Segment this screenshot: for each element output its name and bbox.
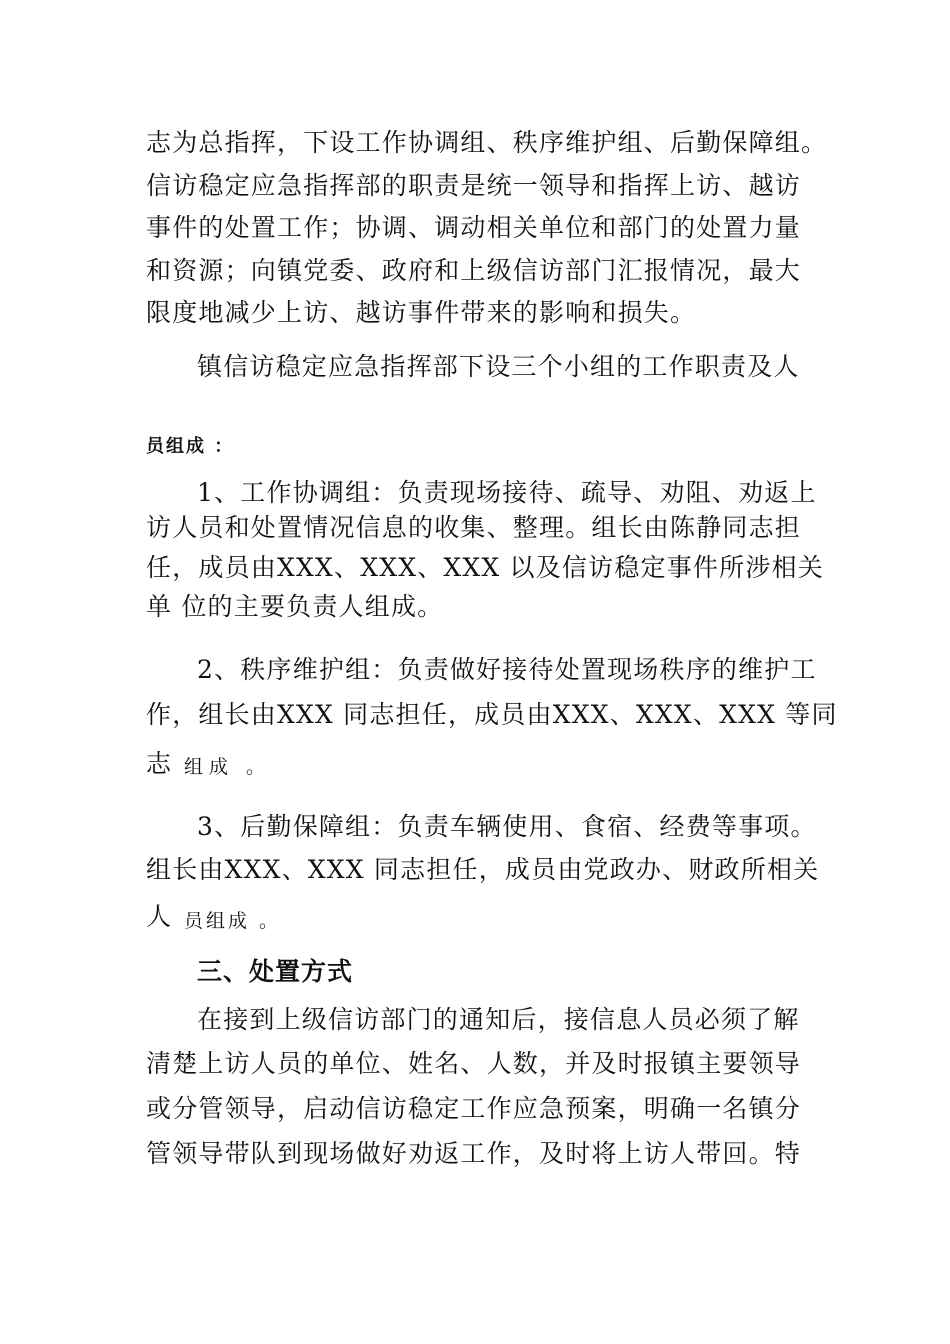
paragraph-line: 和资源；向镇党委、政府和上级信访部门汇报情况，最大 bbox=[146, 256, 802, 285]
group-3-line: 人 bbox=[146, 902, 173, 931]
paragraph-line: 志为总指挥，下设工作协调组、秩序维护组、后勤保障组。 bbox=[146, 128, 828, 157]
paragraph-line: 限度地减少上访、越访事件带来的影响和损失。 bbox=[146, 298, 697, 327]
group-2-line: 志 bbox=[146, 749, 173, 778]
paragraph-line: 事件的处置工作；协调、调动相关单位和部门的处置力量 bbox=[146, 213, 802, 242]
paragraph-line: 信访稳定应急指挥部的职责是统一领导和指挥上访、越访 bbox=[146, 171, 802, 200]
group-1-line: 1、工作协调组：负责现场接待、疏导、劝阻、劝返上 bbox=[197, 478, 817, 507]
group-1-line: 单 位的主要负责人组成。 bbox=[146, 592, 444, 621]
paragraph-line: 镇信访稳定应急指挥部下设三个小组的工作职责及人 bbox=[197, 352, 800, 381]
group-1-line: 访人员和处置情况信息的收集、整理。组长由陈静同志担 bbox=[146, 513, 802, 542]
section-heading: 三、处置方式 bbox=[197, 957, 354, 986]
group-3-line: 组长由XXX、XXX 同志担任，成员由党政办、财政所相关 bbox=[146, 855, 820, 884]
section-3-line: 或分管领导，启动信访稳定工作应急预案，明确一名镇分 bbox=[146, 1094, 802, 1123]
group-3-line: 3、后勤保障组：负责车辆使用、食宿、经费等事项。 bbox=[197, 812, 817, 841]
section-3-line: 在接到上级信访部门的通知后，接信息人员必须了解 bbox=[197, 1005, 800, 1034]
group-2-line: 2、秩序维护组：负责做好接待处置现场秩序的维护工 bbox=[197, 655, 817, 684]
section-3-line: 清楚上访人员的单位、姓名、人数，并及时报镇主要领导 bbox=[146, 1049, 802, 1078]
group-2-line: 作，组长由XXX 同志担任，成员由XXX、XXX、XXX 等同 bbox=[146, 700, 838, 729]
paragraph-line: 员组成 ： bbox=[146, 436, 235, 457]
group-2-line: 组成 。 bbox=[184, 756, 272, 778]
group-3-line: 员组成 。 bbox=[184, 910, 282, 932]
section-3-line: 管领导带队到现场做好劝返工作，及时将上访人带回。特 bbox=[146, 1139, 802, 1168]
group-1-line: 任，成员由XXX、XXX、XXX 以及信访稳定事件所涉相关 bbox=[146, 553, 824, 582]
